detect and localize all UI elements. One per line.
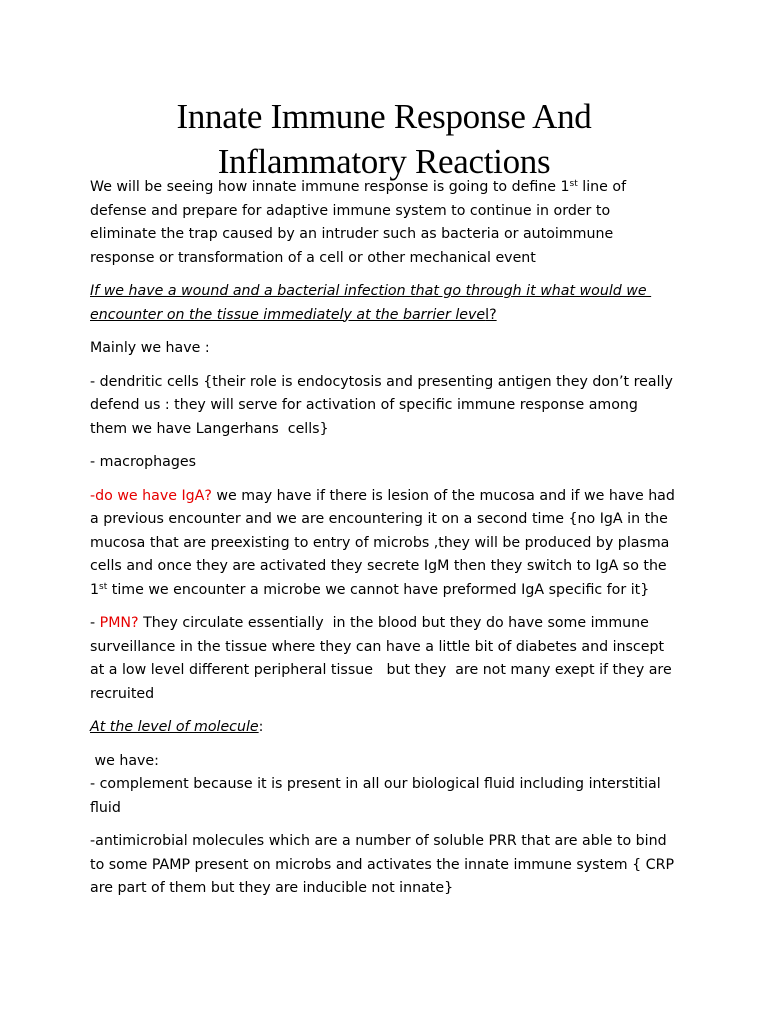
page-title	[0, 94, 768, 184]
complement-paragraph	[90, 773, 690, 820]
text-span: We will be seeing how innate immune response is going to define 1	[90, 179, 570, 195]
highlighted-question: PMN?	[99, 615, 139, 631]
text-line	[90, 579, 690, 603]
title-line-1: Innate Immune Response And	[176, 97, 592, 136]
dendritic-cells-paragraph	[90, 371, 690, 442]
text-line	[90, 176, 690, 200]
text-line: a previous encounter and we are encountering it on a second time {no IgA in the	[90, 511, 668, 527]
superscript: st	[569, 179, 578, 189]
intro-paragraph	[90, 176, 690, 270]
text-line	[90, 716, 690, 740]
text-line: eliminate the trap caused by an intruder such as bacteria or autoimmune	[90, 226, 614, 242]
text-line: - complement because it is present in all our biological fluid including interstitial	[90, 776, 661, 792]
text-line: - dendritic cells {their role is endocytosis and presenting antigen they don’t really	[90, 373, 673, 390]
text-line: to some PAMP present on microbs and activates the innate immune system { CRP	[90, 856, 674, 873]
text-line: - macrophages	[90, 454, 196, 470]
section-heading: At the level of molecule	[90, 719, 259, 735]
superscript: st	[99, 581, 108, 592]
text-line: surveillance in the tissue where they can have a little bit of diabetes and inscept	[90, 638, 665, 655]
title-line-2: Inflammatory Reactions	[217, 142, 551, 181]
text-line: at a low level different peripheral tissue but they are not many exept if they are	[90, 662, 672, 678]
document-body	[90, 176, 690, 911]
text-span: They circulate essentially in the blood but they do have some immune	[138, 615, 649, 631]
highlighted-question: -do we have IgA?	[90, 487, 212, 504]
text-line	[90, 304, 690, 328]
text-line: them we have Langerhans cells}	[90, 420, 329, 437]
text-span: time we encounter a microbe we cannot have preformed IgA specific for it}	[107, 581, 650, 598]
text-line: defend us : they will serve for activation of specific immune response among	[90, 397, 638, 413]
text-line: Mainly we have :	[90, 340, 210, 356]
text-line: defense and prepare for adaptive immune system to continue in order to	[90, 202, 611, 219]
text-span: l?	[485, 306, 497, 323]
iga-paragraph	[90, 485, 690, 603]
text-line: mucosa that are preexisting to entry of microbs ,they will be produced by plasma	[90, 534, 670, 551]
macrophages-paragraph	[90, 451, 690, 475]
text-line: we have:	[90, 752, 159, 769]
text-line: cells and once they are activated they secrete IgM then they switch to IgA so the	[90, 558, 667, 574]
text-line: recruited	[90, 685, 155, 702]
text-line: response or transformation of a cell or other mechanical event	[90, 249, 536, 266]
text-span: encounter on the tissue immediately at the barrier leve	[90, 306, 486, 323]
text-line: are part of them but they are inducible not innate}	[90, 880, 454, 896]
text-span: :	[258, 719, 264, 735]
text-line	[90, 485, 690, 509]
text-line	[90, 612, 690, 636]
text-span: we may have if there is lesion of the mucosa and if we have had	[211, 487, 675, 504]
mainly-paragraph	[90, 337, 690, 361]
text-line: -antimicrobial molecules which are a number of soluble PRR that are able to bind	[90, 833, 667, 849]
text-span: 1	[90, 581, 100, 598]
text-span: -	[90, 615, 100, 631]
text-span: line of	[577, 179, 627, 195]
text-line: fluid	[90, 799, 121, 816]
text-line: If we have a wound and a bacterial infection that go through it what would we	[90, 283, 652, 299]
question-paragraph	[90, 280, 690, 327]
antimicrobial-paragraph	[90, 830, 690, 901]
molecule-heading-paragraph	[90, 716, 690, 740]
pmn-paragraph	[90, 612, 690, 706]
we-have-paragraph	[90, 750, 690, 774]
